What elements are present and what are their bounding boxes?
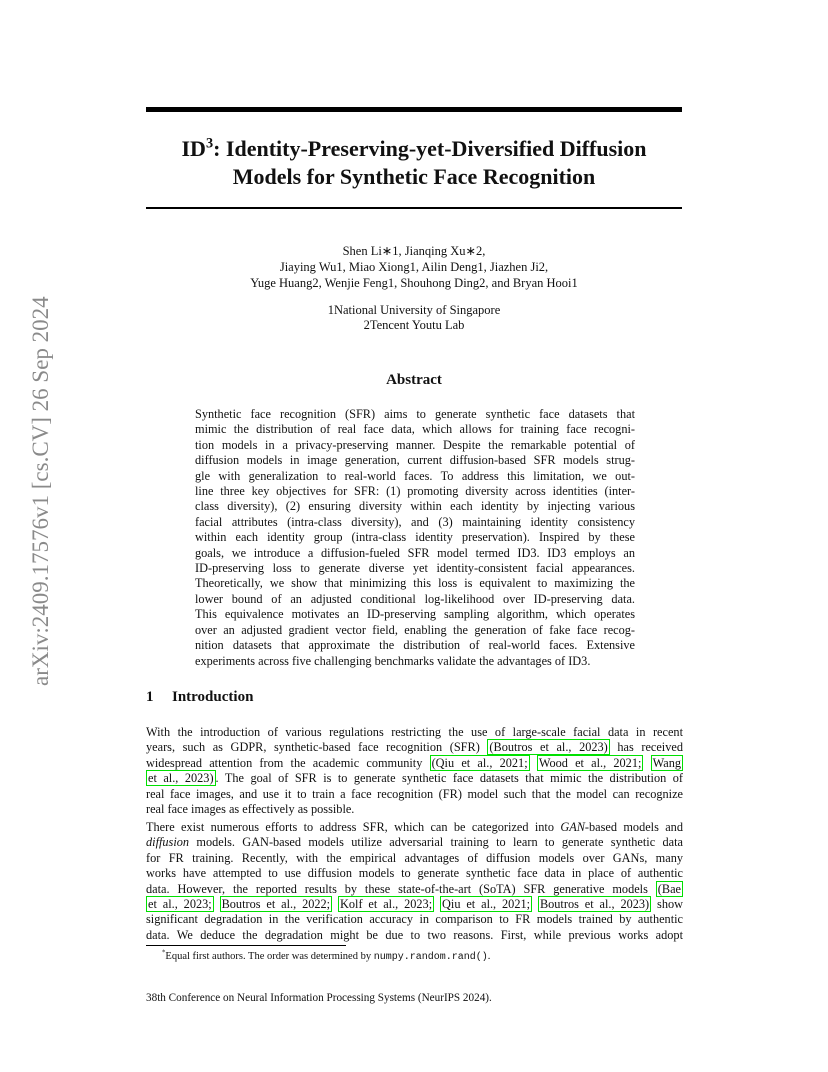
citation-link[interactable]: et al., 2023) (148, 771, 214, 786)
citation-link[interactable]: Boutros et al., 2022; (221, 897, 331, 912)
abstract-body (195, 407, 635, 669)
abstract-line: facial attributes (intra-class diversity), and (3) maintaining identity consistency (195, 514, 635, 529)
footnote: *Equal first authors. The order was determined by numpy.random.rand(). (162, 949, 491, 963)
title-bottom-rule (146, 207, 682, 209)
title-top-rule (146, 107, 682, 112)
abstract-line: lower bound of an adjusted conditional log-likelihood over ID-preserving data. (195, 591, 635, 606)
paper-title: $ID^3$: Identity-Preserving-yet-Diversified Diffusion Models for Synthetic Face Recognition (181, 135, 647, 189)
section-heading-introduction: 1 Introduction (146, 689, 254, 705)
intro-paragraph-2: There exist numerous efforts to address SFR, which can be categorized into GAN-based models and diffusion models. GAN-based models utilize adversarial training to learn to generate synthetic data for FR training. Recently, with the empirical advantages of diffusion models over GANs, many works have attempted to use diffusion models to generate synthetic face data in place of authentic data. However, the reported results by these state-of-the-art (SoTA) SFR generative models (Bae et al., 2023; Boutros et al., 2022; Kolf et al., 2023; Qiu et al., 2021; Boutros et al., 2023) show significant degradation in the verification accuracy in comparison to FR models trained by authentic data. We deduce the degradation might be due to two reasons. First, while previous works adopt (146, 820, 683, 942)
citation-link[interactable]: et al., 2023; (148, 897, 212, 912)
abstract-line: within each identity group (intra-class identity preservation). Inspired by these (195, 530, 635, 545)
citation-link[interactable]: Wang (652, 755, 681, 770)
footnote-rule (146, 945, 346, 946)
citation-link[interactable]: Kolf et al., 2023; (340, 897, 433, 912)
abstract-line: This equivalence motivates an ID-preserving sampling algorithm, which operates (195, 607, 635, 622)
abstract-line: ID-preserving loss to generate diverse yet identity-consistent facial appearances. (195, 561, 635, 576)
citation-link[interactable]: Wood et al., 2021; (538, 755, 642, 770)
abstract-line: line three key objectives for SFR: (1) promoting diversity across identities (inter- (195, 484, 635, 499)
abstract-line: Synthetic face recognition (SFR) aims to generate synthetic face datasets that (195, 407, 635, 421)
abstract-line: mimic the distribution of real face data, which allows for training face recogni- (195, 422, 635, 437)
abstract-line: diffusion models in image generation, current diffusion-based SFR models strug- (195, 453, 635, 468)
citation-link[interactable]: Qiu et al., 2021; (442, 897, 531, 912)
affiliations: 1National University of Singapore 2Tencent Youtu Lab (327, 303, 501, 332)
abstract-line: class diversity), (2) ensuring diversity within each identity by injecting various (195, 499, 635, 514)
abstract-line: nition datasets that approximate the distribution of real-world faces. Extensive (195, 638, 635, 653)
venue-note: 38th Conference on Neural Information Processing Systems (NeurIPS 2024). (146, 992, 492, 1004)
citation-link[interactable]: (Bae (657, 881, 681, 896)
citation-link[interactable]: (Boutros et al., 2023) (489, 740, 608, 755)
abstract-line: experiments across five challenging benchmarks validate the advantages of ID3. (195, 653, 591, 668)
abstract-heading: Abstract (386, 372, 442, 388)
citation-link[interactable]: (Qiu et al., 2021; (431, 755, 528, 770)
abstract-line: goals, we introduce a diffusion-fueled SFR model termed ID3. ID3 employs an (195, 545, 635, 560)
arxiv-identifier: arXiv:2409.17576v1 [cs.CV] 26 Sep 2024 (28, 296, 53, 686)
abstract-line: gle with generalization to real-world faces. To address this limitation, we out- (195, 468, 635, 483)
abstract-line: over an adjusted gradient vector field, enabling the generation of fake face recog- (195, 622, 635, 637)
abstract-line: tion models in a privacy-preserving manner. Despite the remarkable potential of (195, 437, 635, 452)
citation-link[interactable]: Boutros et al., 2023) (539, 897, 650, 912)
author-list: Shen Li∗1, Jianqing Xu∗2, Jiaying Wu1, Miao Xiong1, Ailin Deng1, Jiazhen Ji2, Yuge Huang2, Wenjie Feng1, Shouhong Ding2, and Bryan Hooi1 (250, 244, 578, 290)
intro-paragraph-1: With the introduction of various regulations restricting the use of large-scale facial data in recent years, such as GDPR, synthetic-based face recognition (SFR) (Boutros et al., 2023) has received widespread attention from the academic community (Qiu et al., 2021; Wood et al., 2021; Wang et al., 2023) . The goal of SFR is to generate synthetic face datasets that mimic the distribution of real face images, and use it to train a face recognition (FR) model such that the model can recognize real face images as effectively as possible. (146, 725, 683, 817)
abstract-line: Theoretically, we show that minimizing this loss is equivalent to maximizing the (195, 576, 635, 591)
